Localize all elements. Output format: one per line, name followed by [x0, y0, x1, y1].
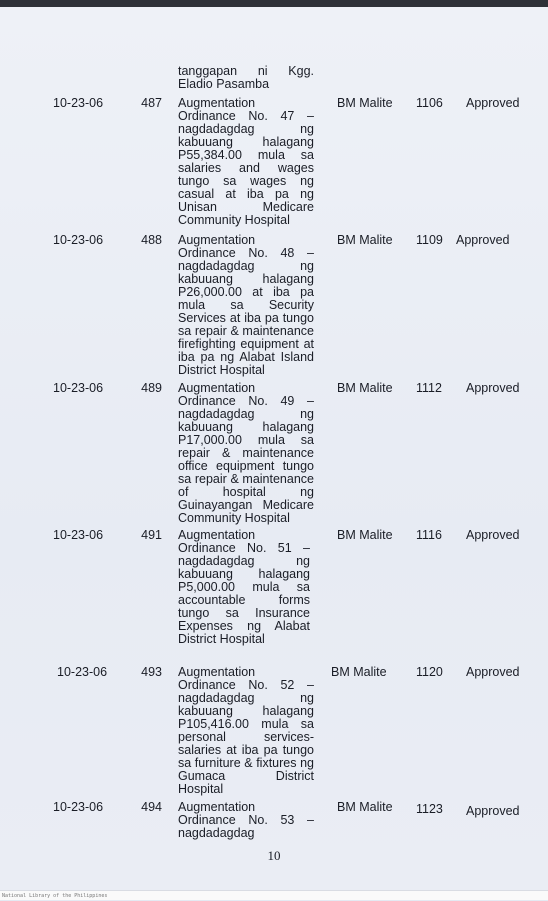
row-status: Approved [466, 381, 520, 395]
table-row [0, 666, 548, 816]
table-row [0, 382, 548, 532]
row-status: Approved [466, 528, 520, 542]
row-ref: 1123 [416, 802, 443, 816]
table-row [0, 529, 548, 679]
table-row [0, 234, 548, 384]
top-dark-strip [0, 0, 548, 7]
row-number: 494 [141, 800, 162, 814]
row-author: BM Malite [337, 381, 393, 395]
row-ref: 1106 [416, 96, 443, 110]
row-ref: 1109 [416, 233, 443, 247]
row-date: 10-23-06 [57, 665, 108, 679]
row-title: Augmentation Ordinance No. 49 – nagdadagdag ng kabuuang halagang P17,000.00 mula sa repair & maintenance office equipment tungo sa repair & maintenance of hospital ng Guinayangan Medicare Community Hospital [178, 381, 314, 525]
row-date: 10-23-06 [53, 528, 104, 542]
row-date: 10-23-06 [53, 233, 104, 247]
page-number: 10 [267, 848, 281, 863]
row-ref: 1116 [416, 528, 442, 542]
document-page [0, 7, 548, 890]
row-title: Augmentation Ordinance No. 48 – nagdadagdag ng kabuuang halagang P26,000.00 at iba pa mula sa Security Services at iba pa tungo sa repair & maintenance firefighting equipment at iba pa ng Alabat Island District Hospital [178, 233, 314, 377]
row-number: 487 [141, 96, 162, 110]
row-number: 493 [141, 665, 162, 679]
row-author: BM Malite [331, 665, 387, 679]
continued-title-fragment: tanggapan ni Kgg. Eladio Pasamba [178, 64, 314, 91]
row-ref: 1120 [416, 665, 443, 679]
row-number: 489 [141, 381, 162, 395]
row-title: Augmentation Ordinance No. 47 – nagdadagdag ng kabuuang halagang P55,384.00 mula sa salaries and wages tungo sa wages ng casual at iba pa ng Unisan Medicare Community Hospital [178, 96, 314, 227]
row-number: 491 [141, 528, 162, 542]
row-author: BM Malite [337, 233, 393, 247]
row-status: Approved [466, 804, 520, 818]
row-title: Augmentation Ordinance No. 51 – nagdadagdag ng kabuuang halagang P5,000.00 mula sa accountable forms tungo sa Insurance Expenses ng Alabat District Hospital [178, 528, 310, 646]
row-status: Approved [466, 96, 520, 110]
row-date: 10-23-06 [53, 381, 104, 395]
row-date: 10-23-06 [53, 800, 104, 814]
scan-footer: National Library of the Philippines [0, 890, 548, 900]
row-title: Augmentation Ordinance No. 52 – nagdadagdag ng kabuuang halagang P105,416.00 mula sa personal services-salaries at iba pa tungo sa furniture & fixtures ng Gumaca District Hospital [178, 665, 314, 796]
row-author: BM Malite [337, 800, 393, 814]
row-ref: 1112 [416, 381, 442, 395]
row-status: Approved [456, 233, 510, 247]
row-author: BM Malite [337, 96, 393, 110]
row-number: 488 [141, 233, 162, 247]
row-status: Approved [466, 665, 520, 679]
table-row [0, 801, 548, 841]
row-date: 10-23-06 [53, 96, 104, 110]
row-author: BM Malite [337, 528, 393, 542]
table-row [0, 97, 548, 247]
row-title: Augmentation Ordinance No. 53 – nagdadagdag [178, 800, 314, 840]
